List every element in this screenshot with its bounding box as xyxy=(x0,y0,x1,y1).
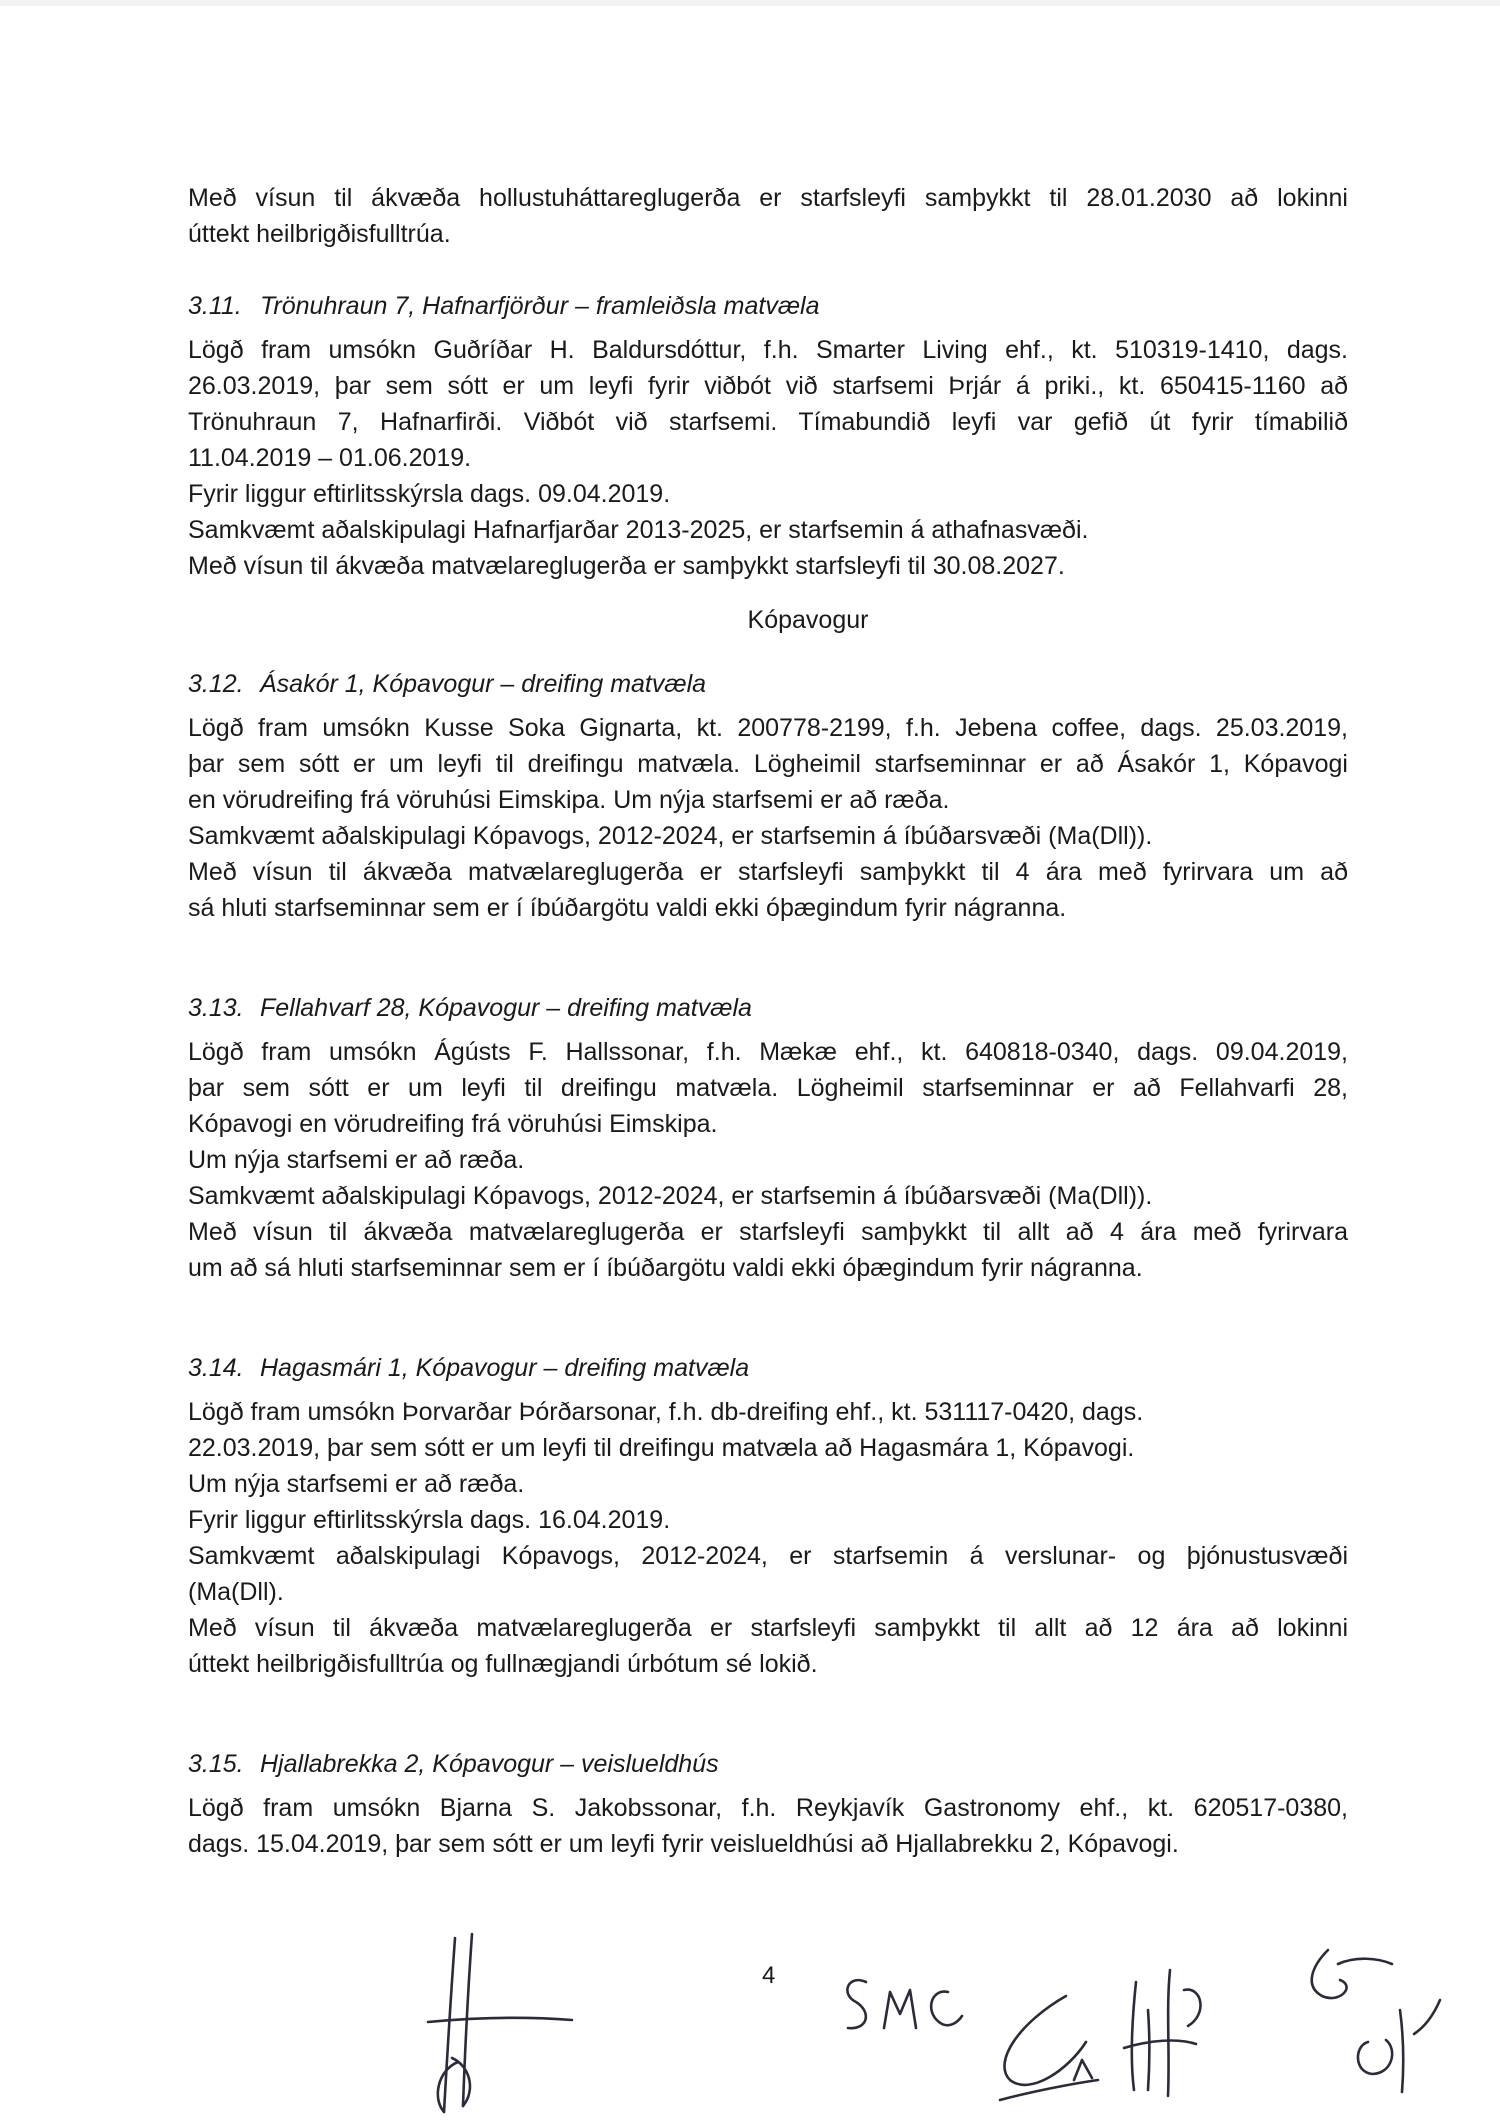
text-line: Um nýja starfsemi er að ræða. xyxy=(188,1470,525,1498)
text-line: úttekt heilbrigðisfulltrúa og fullnægjandi úrbótum sé lokið. xyxy=(188,1650,818,1678)
text-line: Með vísun til ákvæða matvælareglugerða er starfsleyfi samþykkt til 4 ára með fyrirvara um að xyxy=(188,858,1348,886)
text-line: Lögð fram umsókn Ágústs F. Hallssonar, f.h. Mækæ ehf., kt. 640818-0340, dags. 09.04.2019, xyxy=(188,1038,1348,1066)
item-3-14 xyxy=(188,1350,1348,1682)
text-line: Með vísun til ákvæða matvælareglugerða er samþykkt starfsleyfi til 30.08.2027. xyxy=(188,552,1065,580)
text-line: um að sá hluti starfseminnar sem er í íbúðargötu valdi ekki óþægindum fyrir nágranna. xyxy=(188,1254,1143,1282)
text-line: þar sem sótt er um leyfi til dreifingu matvæla. Lögheimil starfseminnar er að Fellahvarfi 28, xyxy=(188,1074,1348,1102)
signature-text: SMG xyxy=(880,2006,883,2007)
text-line: Lögð fram umsókn Guðríðar H. Baldursdóttur, f.h. Smarter Living ehf., kt. 510319-1410, dags. xyxy=(188,336,1348,364)
item-title: Ásakór 1, Kópavogur – dreifing matvæla xyxy=(260,670,707,698)
text-line: 22.03.2019, þar sem sótt er um leyfi til dreifingu matvæla að Hagasmára 1, Kópavogi. xyxy=(188,1434,1135,1462)
text-line: þar sem sótt er um leyfi til dreifingu matvæla. Lögheimil starfseminnar er að Ásakór 1, Kópavogi xyxy=(188,750,1348,778)
text-line: Fyrir liggur eftirlitsskýrsla dags. 09.04.2019. xyxy=(188,480,671,508)
item-number: 3.14. xyxy=(188,1354,244,1382)
text-line: Lögð fram umsókn Kusse Soka Gignarta, kt. 200778-2199, f.h. Jebena coffee, dags. 25.03.2019, xyxy=(188,714,1348,742)
item-number: 3.12. xyxy=(188,670,244,698)
scan-top-edge xyxy=(0,0,1500,6)
text-line: (Ma(Dll). xyxy=(188,1578,284,1606)
text-line: sá hluti starfseminnar sem er í íbúðargötu valdi ekki óþægindum fyrir nágranna. xyxy=(188,894,1067,922)
item-3-15 xyxy=(188,1746,1348,1862)
item-number: 3.11. xyxy=(188,292,242,320)
item-title: Fellahvarf 28, Kópavogur – dreifing matvæla xyxy=(260,994,752,1022)
item-3-11 xyxy=(188,288,1348,584)
text-line: Lögð fram umsókn Þorvarðar Þórðarsonar, f.h. db-dreifing ehf., kt. 531117-0420, dags. xyxy=(188,1398,1144,1426)
item-heading xyxy=(188,288,1348,324)
item-title: Hjallabrekka 2, Kópavogur – veislueldhús xyxy=(260,1750,719,1778)
text-line: en vörudreifing frá vöruhúsi Eimskipa. Um nýja starfsemi er að ræða. xyxy=(188,786,950,814)
page-number: 4 xyxy=(762,1962,776,1989)
item-heading xyxy=(188,1350,1348,1386)
text-line: Fyrir liggur eftirlitsskýrsla dags. 16.04.2019. xyxy=(188,1506,671,1534)
text-line: Samkvæmt aðalskipulagi Kópavogs, 2012-2024, er starfsemin á verslunar- og þjónustusvæði xyxy=(188,1542,1348,1570)
signature-3 xyxy=(1000,1996,1098,2100)
text-line: úttekt heilbrigðisfulltrúa. xyxy=(188,220,451,248)
intro-paragraph xyxy=(188,180,1348,252)
signature-4 xyxy=(1124,1970,1200,2096)
text-line: Samkvæmt aðalskipulagi Kópavogs, 2012-2024, er starfsemin á íbúðarsvæði (Ma(Dll)). xyxy=(188,822,1153,850)
item-heading xyxy=(188,666,1348,702)
text-line: Samkvæmt aðalskipulagi Kópavogs, 2012-2024, er starfsemin á íbúðarsvæði (Ma(Dll)). xyxy=(188,1182,1153,1210)
text-line: dags. 15.04.2019, þar sem sótt er um leyfi fyrir veislueldhúsi að Hjallabrekku 2, Kópavogi. xyxy=(188,1830,1179,1858)
text-line: Trönuhraun 7, Hafnarfirði. Viðbót við starfsemi. Tímabundið leyfi var gefið út fyrir tímabilið xyxy=(188,408,1348,436)
signature-2-initials xyxy=(847,1980,962,2028)
signatures-area xyxy=(0,1930,1500,2122)
signature-5 xyxy=(1312,1950,1440,2092)
item-3-13 xyxy=(188,990,1348,1286)
item-title: Trönuhraun 7, Hafnarfjörður – framleiðsla matvæla xyxy=(260,292,820,320)
text-line: 26.03.2019, þar sem sótt er um leyfi fyrir viðbót við starfsemi Þrjár á priki., kt. 650415-1160 að xyxy=(188,372,1348,400)
text-line: Með vísun til ákvæða matvælareglugerða er starfsleyfi samþykkt til allt að 4 ára með fyrirvara xyxy=(188,1218,1348,1246)
text-line: Lögð fram umsókn Bjarna S. Jakobssonar, f.h. Reykjavík Gastronomy ehf., kt. 620517-0380, xyxy=(188,1794,1348,1822)
signature-1 xyxy=(428,1934,572,2112)
text-line: Með vísun til ákvæða hollustuháttareglugerða er starfsleyfi samþykkt til 28.01.2030 að lokinni xyxy=(188,184,1348,212)
document-page xyxy=(188,180,1348,1862)
item-number: 3.15. xyxy=(188,1750,244,1778)
text-line: Með vísun til ákvæða matvælareglugerða er starfsleyfi samþykkt til allt að 12 ára að lokinni xyxy=(188,1614,1348,1642)
text-line: Kópavogi en vörudreifing frá vöruhúsi Eimskipa. xyxy=(188,1110,718,1138)
item-number: 3.13. xyxy=(188,994,244,1022)
item-heading xyxy=(188,990,1348,1026)
text-line: Samkvæmt aðalskipulagi Hafnarfjarðar 2013-2025, er starfsemin á athafnasvæði. xyxy=(188,516,1089,544)
section-heading-kopavogur: Kópavogur xyxy=(747,606,869,634)
item-heading xyxy=(188,1746,1348,1782)
item-title: Hagasmári 1, Kópavogur – dreifing matvæla xyxy=(260,1354,750,1382)
text-line: 11.04.2019 – 01.06.2019. xyxy=(188,444,472,472)
item-3-12 xyxy=(188,666,1348,926)
text-line: Um nýja starfsemi er að ræða. xyxy=(188,1146,525,1174)
